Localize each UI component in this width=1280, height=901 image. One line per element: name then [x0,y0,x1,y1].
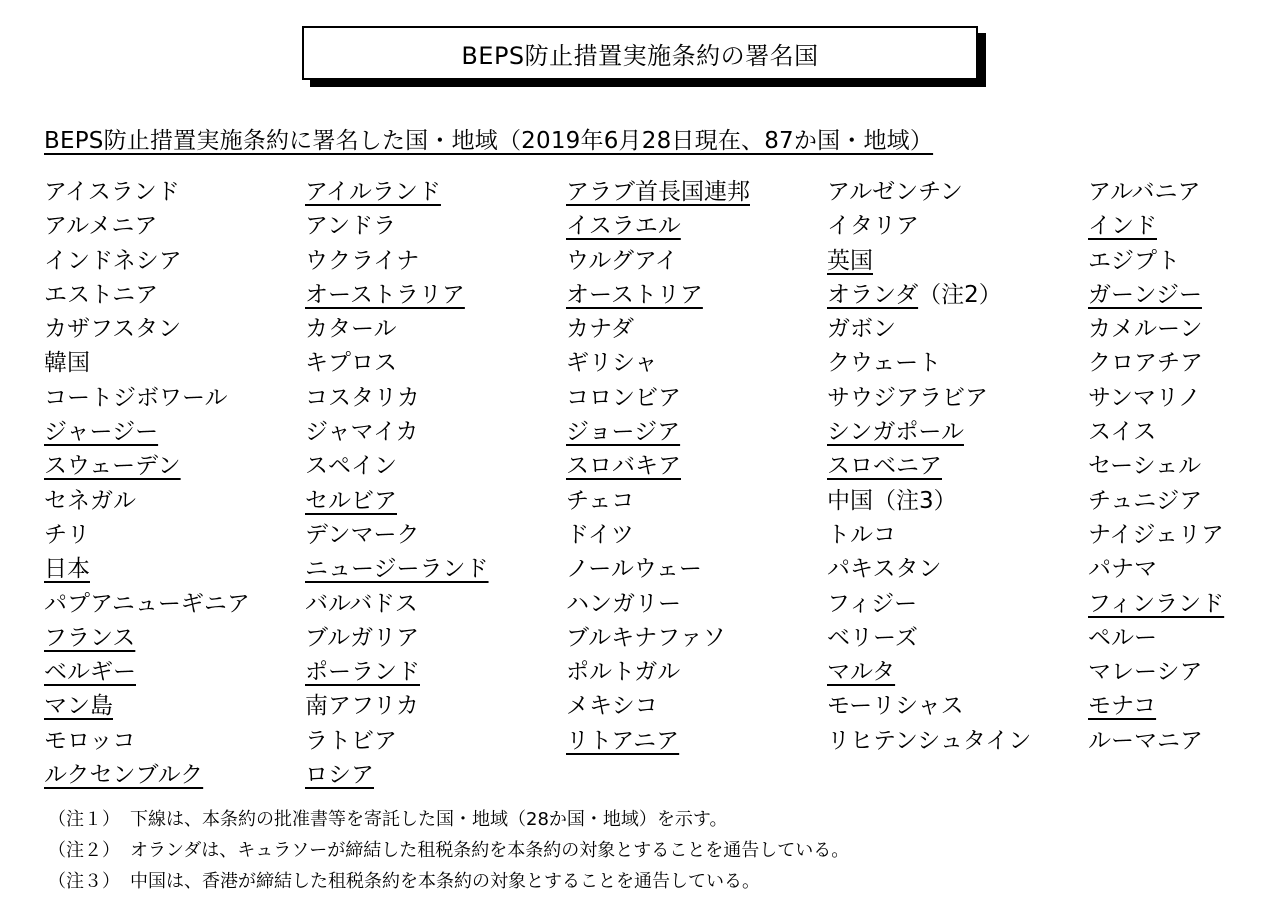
country-row [44,210,1270,244]
country-row [44,416,1270,450]
country-cell [305,622,419,654]
country-cell [305,759,374,791]
country-cell [566,725,679,757]
country-cell [1088,279,1202,311]
country-cell [305,382,420,414]
country-name: ポルトガル [566,659,681,686]
country-cell [305,588,418,620]
country-cell [44,485,136,517]
country-name: モロッコ [44,727,136,754]
country-name: ハンガリー [566,590,681,617]
country-name: チリ [44,521,90,548]
country-cell [1088,588,1224,620]
country-name: スロバキア [566,453,681,480]
country-cell [44,313,181,345]
country-cell [1088,690,1156,722]
footnote-text: 下線は、本条約の批准書等を寄託した国・地域（28か国・地域）を示す。 [130,809,728,830]
country-name: シンガポール [827,419,964,446]
country-row [44,382,1270,416]
country-cell [305,690,419,722]
country-name: アルバニア [1088,179,1201,205]
country-cell [44,450,181,482]
country-name: 南アフリカ [305,693,419,720]
country-row [44,690,1270,724]
country-cell [566,485,634,517]
country-name: オーストラリア [305,281,465,308]
country-name: クウェート [827,350,942,377]
country-name: デンマーク [305,521,420,548]
country-name: スペイン [305,453,397,480]
country-row [44,759,1270,793]
country-cell [827,519,896,551]
country-cell [566,313,634,345]
page-title-text: BEPS防止措置実施条約の署名国 [461,41,819,70]
country-name: イタリア [827,213,919,240]
country-name: セーシェル [1088,453,1202,480]
country-name: フランス [44,624,136,651]
country-cell [566,656,680,688]
country-cell [566,176,750,208]
country-name: スロベニア [827,453,942,480]
country-row [44,622,1270,656]
country-name: イスラエル [566,213,681,240]
country-name: ベリーズ [827,624,918,651]
country-name: チェコ [566,487,635,514]
country-cell [827,725,1031,757]
country-row [44,485,1270,519]
country-name: コスタリカ [305,384,420,411]
country-row [44,656,1270,690]
country-cell [566,622,726,654]
country-cell [1088,519,1224,551]
country-name: ラトビア [305,727,397,754]
country-cell [1088,450,1201,482]
country-cell [44,725,136,757]
country-cell [566,279,703,311]
country-name: コートジボワール [44,384,228,411]
country-name: リヒテンシュタイン [827,727,1032,754]
country-name: ナイジェリア [1088,521,1224,548]
country-name: ガーンジー [1088,281,1202,308]
country-cell [1088,656,1203,688]
country-cell [305,450,397,482]
country-row [44,347,1270,381]
country-cell [305,416,418,448]
country-cell [566,347,658,379]
country-name: フィンランド [1088,590,1225,617]
country-name: ドイツ [566,521,634,548]
country-cell [1088,210,1157,242]
country-name: ジョージア [566,419,681,446]
country-name: モナコ [1088,693,1157,720]
country-name: クロアチア [1088,350,1203,377]
country-cell [44,279,158,311]
country-cell [44,210,157,242]
country-name: ウルグアイ [566,247,678,274]
country-row [44,450,1270,484]
country-cell [305,313,397,345]
country-cell [44,759,203,791]
country-name: ウクライナ [305,247,420,274]
country-cell [827,588,917,620]
country-cell [44,347,90,379]
country-cell [1088,347,1203,379]
page-title [302,26,978,80]
country-row [44,176,1270,210]
country-name: メキシコ [566,693,658,720]
country-cell [566,245,678,277]
country-cell [1088,485,1202,517]
country-name: フィジー [827,590,918,617]
country-name: オーストリア [566,281,703,308]
country-name: カタール [305,316,397,343]
country-note-ref: （注2） [918,281,1002,308]
country-name: ルーマニア [1088,727,1203,754]
country-name: 英国 [827,247,873,274]
country-row [44,519,1270,553]
country-cell [44,656,136,688]
country-cell [827,347,941,379]
country-cell [44,245,182,277]
country-name: アラブ首長国連邦 [566,179,750,205]
footnote [48,866,849,897]
country-row [44,279,1270,313]
country-name: モーリシャス [827,693,964,720]
country-name: ポーランド [305,659,420,686]
country-name: マルタ [827,659,896,686]
country-cell [1088,382,1201,414]
footnote-label: （注１） [48,809,120,830]
country-name: パプアニューギニア [44,590,250,617]
footnotes [48,804,849,897]
footnote-text: オランダは、キュラソーが締結した租税条約を本条約の対象とすることを通告している。 [130,840,850,861]
country-cell [827,622,918,654]
country-name: オランダ [827,281,919,308]
country-cell [1088,313,1203,345]
country-cell [566,519,634,551]
country-name: セルビア [305,487,397,514]
country-name: ニュージーランド [305,556,489,583]
section-heading: BEPS防止措置実施条約に署名した国・地域（2019年6月28日現在、87か国・地域） [44,128,934,154]
country-name: ペルー [1088,624,1157,651]
country-cell [305,347,397,379]
country-grid [44,176,1270,793]
country-name: アルゼンチン [827,179,963,205]
footnote-text: 中国は、香港が締結した租税条約を本条約の対象とすることを通告している。 [130,871,760,892]
country-cell [44,176,180,208]
country-name: トルコ [827,521,896,548]
country-name: コロンビア [566,384,681,411]
country-name: カザフスタン [44,316,182,343]
country-name: ジャマイカ [305,419,419,446]
country-cell [827,553,942,585]
country-name: サンマリノ [1088,384,1201,411]
footnote-label: （注２） [48,840,120,861]
country-cell [305,553,489,585]
country-name: キプロス [305,350,397,377]
country-name: サウジアラビア [827,384,988,411]
country-name: カメルーン [1088,316,1203,343]
country-cell [44,690,113,722]
country-cell [44,553,90,585]
country-cell [1088,245,1180,277]
country-cell [566,416,680,448]
country-name: スウェーデン [44,453,181,480]
country-cell [1088,553,1157,585]
country-cell [44,416,158,448]
country-cell [827,382,988,414]
country-cell [305,279,465,311]
country-name: アイスランド [44,179,180,205]
country-cell [827,485,957,517]
country-cell [1088,176,1200,208]
country-cell [827,313,896,345]
country-name: ルクセンブルク [44,762,204,789]
country-cell [305,725,397,757]
country-name: ブルキナファソ [566,624,726,651]
country-name: アンドラ [305,213,397,240]
footnote [48,804,849,835]
country-name: マン島 [44,693,113,720]
country-name: エストニア [44,281,159,308]
country-name: パナマ [1088,556,1157,583]
country-name: ジャージー [44,419,159,446]
country-name: ガボン [827,316,896,343]
footnote [48,835,849,866]
country-name: 中国 [827,487,873,514]
country-name: アルメニア [44,213,158,240]
country-cell [566,690,658,722]
country-row [44,553,1270,587]
country-row [44,725,1270,759]
country-cell [566,382,681,414]
country-cell [1088,725,1203,757]
country-row [44,245,1270,279]
country-cell [44,588,250,620]
country-name: ベルギー [44,659,136,686]
country-name: エジプト [1088,247,1180,274]
country-cell [44,382,228,414]
country-cell [305,656,420,688]
country-name: ギリシャ [566,350,658,377]
country-name: 日本 [44,556,90,583]
country-cell [305,245,419,277]
country-name: マレーシア [1088,659,1203,686]
country-cell [305,519,420,551]
country-name: パキスタン [827,556,942,583]
country-row [44,313,1270,347]
country-cell [827,176,963,208]
country-cell [305,485,397,517]
country-cell [1088,622,1157,654]
country-name: リトアニア [566,727,680,754]
country-cell [566,210,681,242]
country-cell [827,450,942,482]
country-name: アイルランド [305,179,441,205]
country-cell [566,553,702,585]
country-cell [566,450,681,482]
country-name: ノールウェー [566,556,702,583]
footnote-label: （注３） [48,871,120,892]
country-note-ref: （注3） [873,487,957,514]
country-cell [305,210,396,242]
country-name: インド [1088,213,1157,240]
country-name: インドネシア [44,247,182,274]
country-row [44,588,1270,622]
country-name: セネガル [44,487,136,514]
country-name: ブルガリア [305,624,420,651]
country-cell [566,588,681,620]
country-name: カナダ [566,316,634,343]
country-cell [827,656,895,688]
country-name: バルバドス [305,590,418,617]
country-cell [1088,416,1156,448]
country-cell [827,279,1002,311]
country-cell [44,622,135,654]
country-cell [827,690,964,722]
country-cell [305,176,441,208]
country-cell [827,416,964,448]
country-name: 韓国 [44,350,90,377]
country-name: ロシア [305,762,374,789]
country-cell [44,519,90,551]
country-cell [827,245,873,277]
country-name: スイス [1088,419,1157,446]
country-cell [827,210,919,242]
country-name: チュニジア [1088,487,1203,514]
